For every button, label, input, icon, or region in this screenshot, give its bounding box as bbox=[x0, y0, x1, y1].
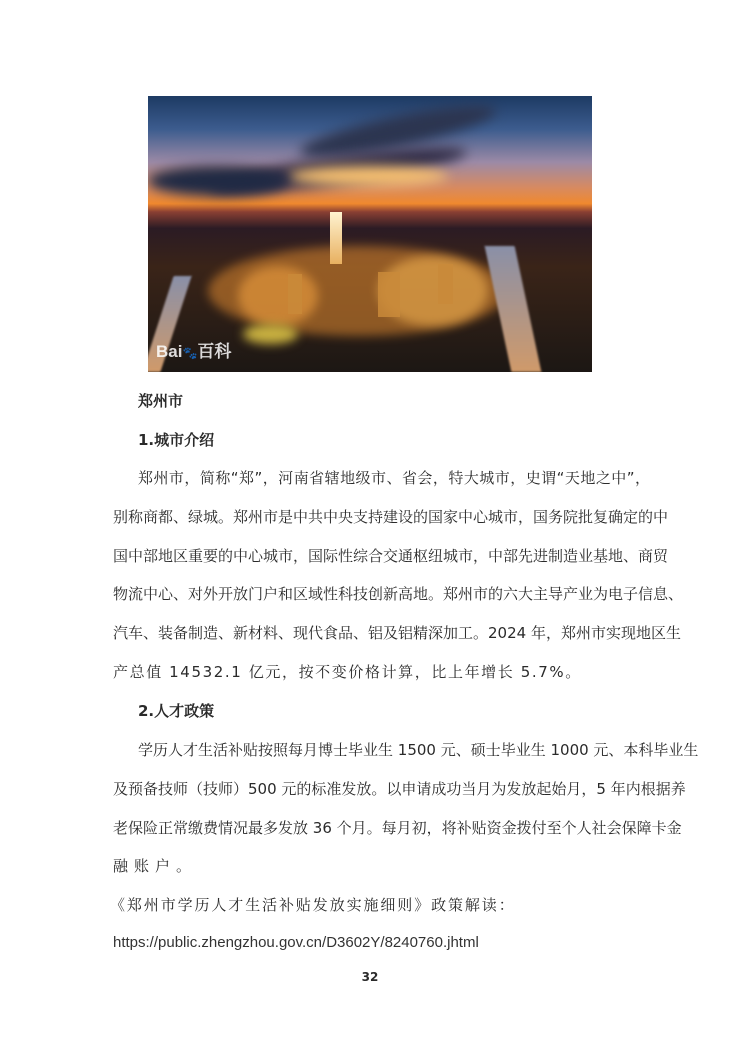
section1-title: 1.城市介绍 bbox=[138, 431, 215, 449]
cloud bbox=[148, 166, 288, 196]
paragraph-line: 产总值 14532.1 亿元，按不变价格计算，比上年增长 5.7%。 bbox=[113, 663, 582, 681]
policy-url-link[interactable]: https://public.zhengzhou.gov.cn/D3602Y/8240760.jhtml bbox=[113, 934, 479, 951]
city-skyline-photo bbox=[148, 96, 592, 372]
paragraph-line: 学历人才生活补贴按照每月博士毕业生 1500 元、硕士毕业生 1000 元、本科毕业生 bbox=[138, 741, 699, 759]
paragraph-line: 别称商都、绿城。郑州市是中共中央支持建设的国家中心城市，国务院批复确定的中 bbox=[113, 508, 669, 526]
stadium bbox=[243, 324, 298, 344]
city-lights bbox=[238, 266, 318, 326]
cloud bbox=[288, 166, 448, 186]
paragraph-line: 汽车、装备制造、新材料、现代食品、铝及铝精深加工。2024 年，郑州市实现地区生 bbox=[113, 624, 681, 642]
paragraph-line: 郑州市，简称“郑”，河南省辖地级市、省会，特大城市，史谓“天地之中”， bbox=[138, 469, 650, 487]
paragraph-line: 及预备技师（技师）500 元的标准发放。以申请成功当月为发放起始月，5 年内根据养 bbox=[113, 780, 686, 798]
policy-reference: 《郑州市学历人才生活补贴发放实施细则》政策解读： bbox=[110, 896, 516, 914]
city-heading: 郑州市 bbox=[138, 392, 184, 410]
paragraph-line: 老保险正常缴费情况最多发放 36 个月。每月初，将补贴资金拨付至个人社会保障卡金 bbox=[113, 819, 682, 837]
baike-watermark-logo: Bai🐾百科 bbox=[156, 342, 232, 361]
building bbox=[378, 272, 400, 317]
paragraph-line: 国中部地区重要的中心城市，国际性综合交通枢纽城市，中部先进制造业基地、商贸 bbox=[113, 547, 669, 565]
paragraph-line: 物流中心、对外开放门户和区域性科技创新高地。郑州市的六大主导产业为电子信息、 bbox=[113, 585, 684, 603]
building bbox=[438, 264, 453, 304]
building bbox=[288, 274, 302, 314]
section2-title: 2.人才政策 bbox=[138, 702, 215, 720]
page-number: 32 bbox=[361, 970, 379, 984]
paragraph-line: 融账户。 bbox=[113, 857, 198, 875]
tower bbox=[330, 212, 342, 264]
